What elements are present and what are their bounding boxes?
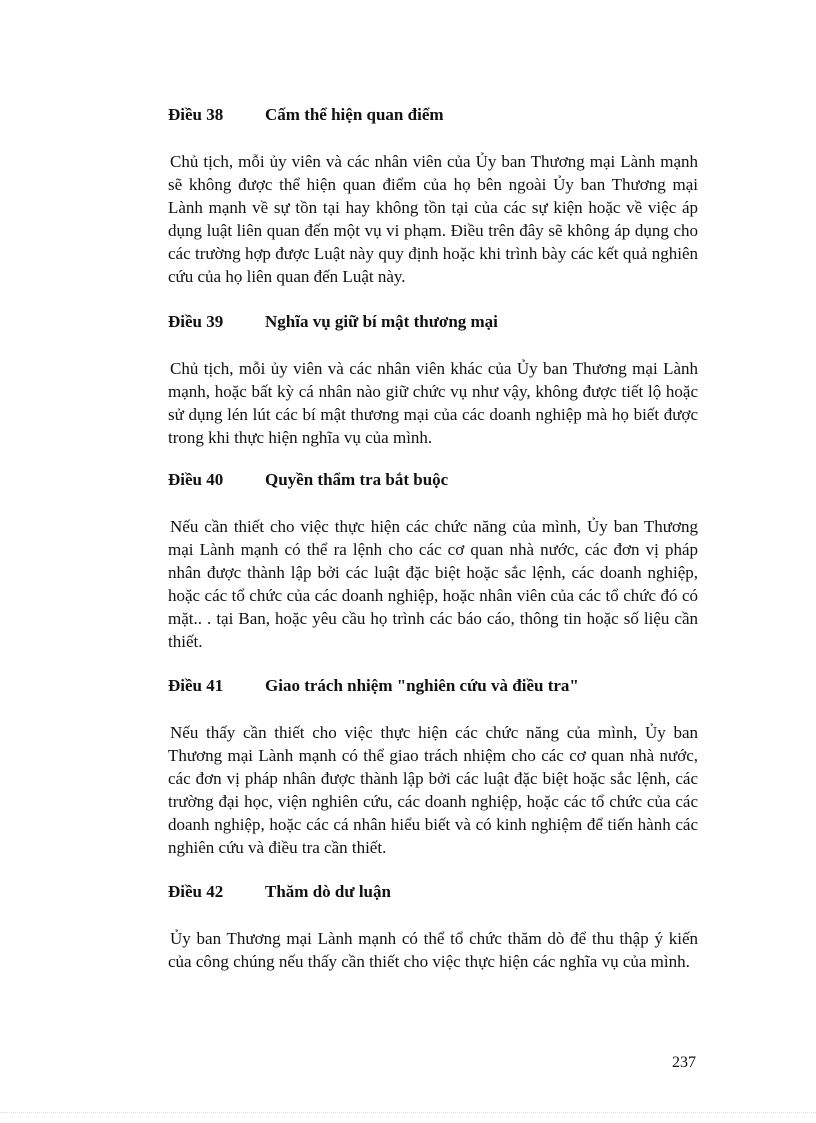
article-body: Chủ tịch, mỗi ủy viên và các nhân viên khác của Ủy ban Thương mại Lành mạnh, hoặc bất kỳ cá nhân nào giữ chức vụ như vậy, không được tiết lộ hoặc sử dụng lén lút các bí mật thương mại của các doanh nghiệp mà họ biết được trong khi thực hiện nghĩa vụ của mình. (168, 359, 698, 447)
article-title: Nghĩa vụ giữ bí mật thương mại (265, 312, 498, 331)
article-title: Giao trách nhiệm "nghiên cứu và điều tra" (265, 676, 579, 695)
article-body: Nếu cần thiết cho việc thực hiện các chức năng của mình, Ủy ban Thương mại Lành mạnh có thể ra lệnh cho các cơ quan nhà nước, các đơn vị pháp nhân được thành lập bởi các luật đặc biệt hoặc sắc lệnh, các doanh nghiệp, hoặc các tổ chức của các doanh nghiệp, hoặc nhân viên của các tổ chức đó có mặt.. . tại Ban, hoặc yêu cầu họ trình các báo cáo, thông tin hoặc số liệu cần thiết. (168, 517, 698, 651)
article-title: Thăm dò dư luận (265, 882, 391, 901)
article-heading (168, 674, 698, 698)
article-title: Quyền thẩm tra bắt buộc (265, 470, 449, 489)
article-number: Điều 42 (168, 882, 224, 901)
article-body: Chủ tịch, mỗi ủy viên và các nhân viên của Ủy ban Thương mại Lành mạnh sẽ không được thể hiện quan điểm của họ bên ngoài Ủy ban Thương mại Lành mạnh về sự tồn tại hay không tồn tại của các sự kiện hoặc về việc áp dụng luật liên quan đến một vụ vi phạm. Điều trên đây sẽ không áp dụng cho các trường hợp được Luật này quy định hoặc khi trình bày các kết quả nghiên cứu của họ liên quan đến Luật này. (168, 152, 698, 286)
article-body: Nếu thấy cần thiết cho việc thực hiện các chức năng của mình, Ủy ban Thương mại Lành mạnh có thể giao trách nhiệm cho các cơ quan nhà nước, các đơn vị pháp nhân được thành lập bởi các luật đặc biệt hoặc sắc lệnh, các trường đại học, viện nghiên cứu, các doanh nghiệp, hoặc các tổ chức của các doanh nghiệp, hoặc các cá nhân hiểu biết và có kinh nghiệm để tiến hành các nghiên cứu và điều tra cần thiết. (168, 723, 698, 857)
article-number: Điều 40 (168, 470, 224, 489)
article-number: Điều 38 (168, 105, 224, 124)
article-40 (168, 468, 698, 653)
article-41 (168, 674, 698, 859)
article-38 (168, 103, 698, 288)
page-number: 237 (672, 1054, 696, 1071)
article-42 (168, 880, 698, 973)
article-body: Ủy ban Thương mại Lành mạnh có thể tổ chức thăm dò để thu thập ý kiến của công chúng nếu thấy cần thiết cho việc thực hiện các nghĩa vụ của mình. (168, 929, 698, 971)
article-heading (168, 103, 698, 127)
article-number: Điều 41 (168, 676, 224, 695)
page-bottom-divider (0, 1112, 816, 1113)
article-heading (168, 310, 698, 334)
article-title: Cấm thể hiện quan điểm (265, 105, 444, 124)
article-number: Điều 39 (168, 312, 224, 331)
article-heading (168, 880, 698, 904)
article-39 (168, 310, 698, 449)
article-heading (168, 468, 698, 492)
